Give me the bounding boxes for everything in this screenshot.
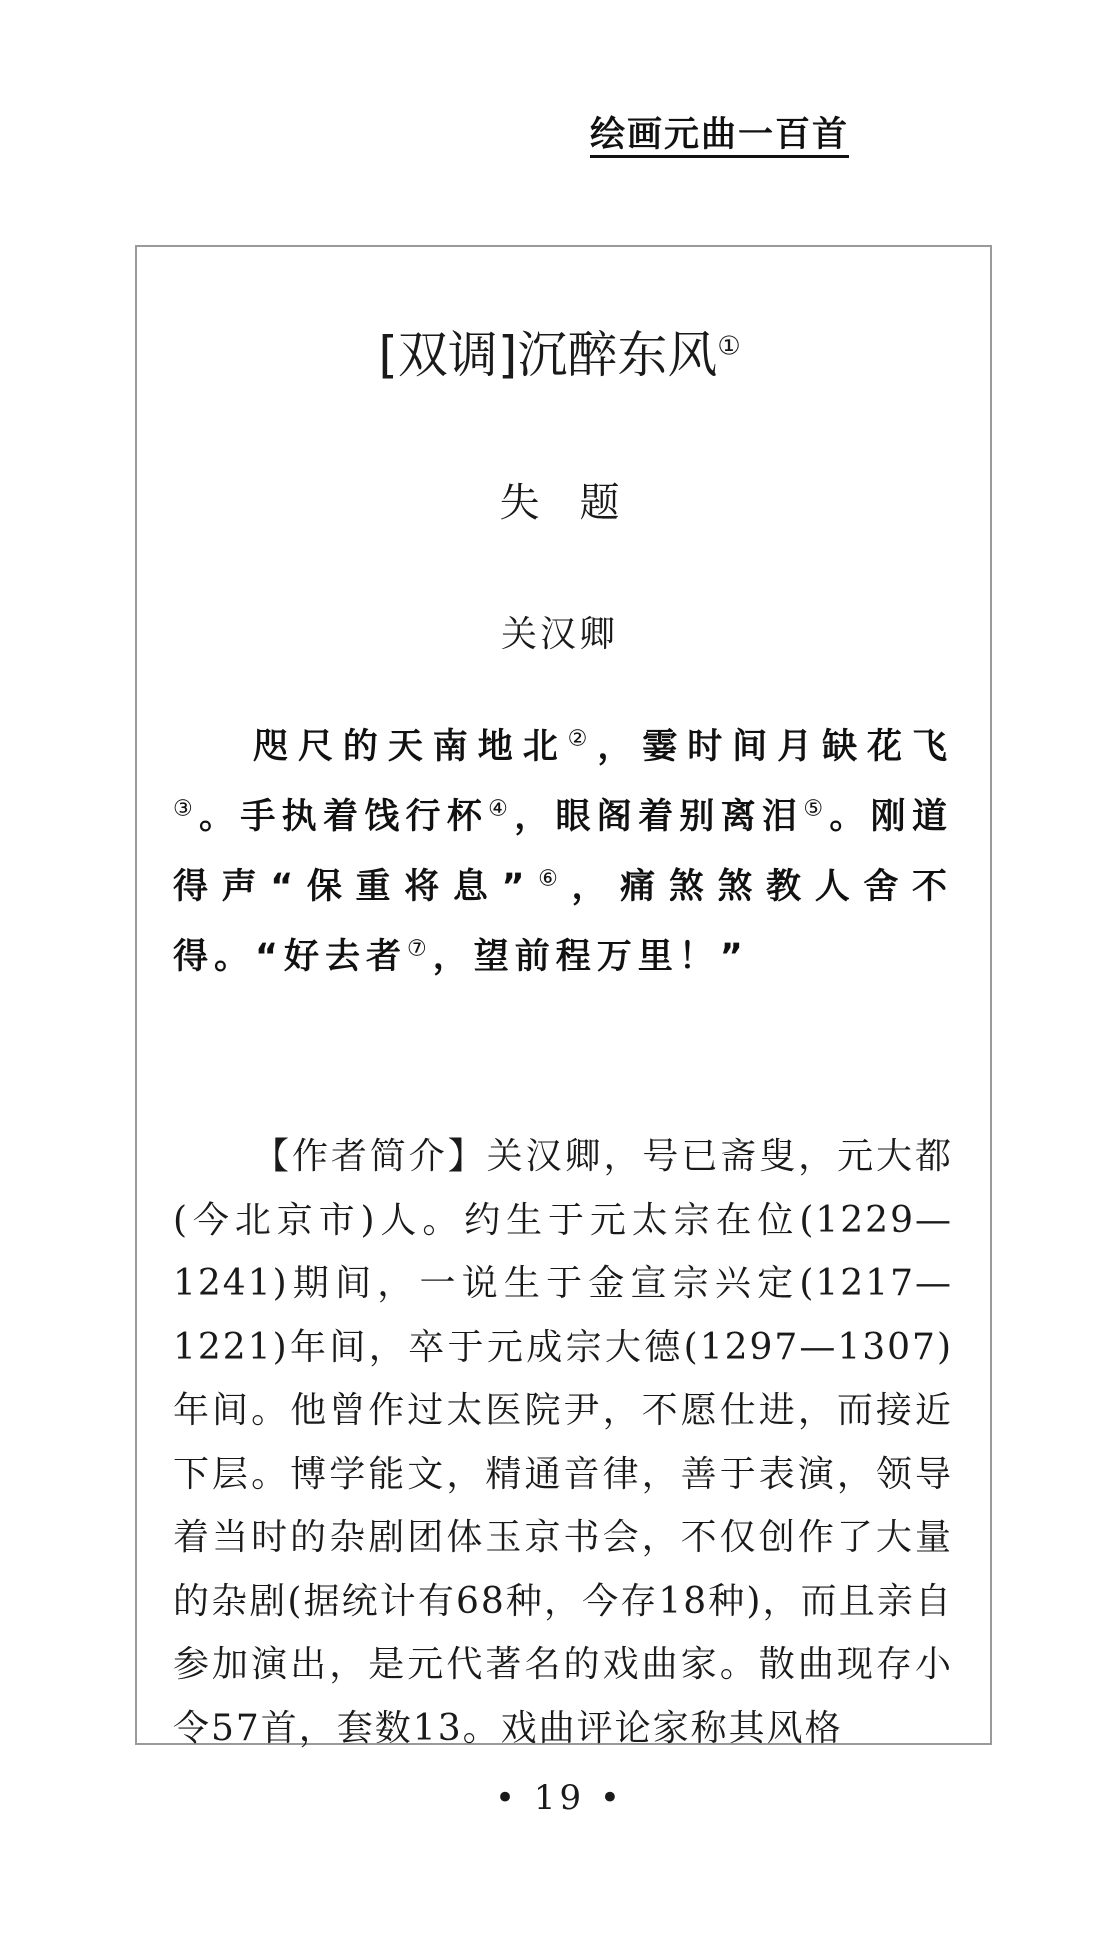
- author-name: 关汉卿: [500, 614, 618, 655]
- note-mark: ⑤: [803, 796, 830, 822]
- poem-title: 失题: [499, 480, 660, 526]
- tune-title: [0, 325, 1119, 385]
- tune-title-text: [双调]沉醉东风: [378, 326, 718, 384]
- note-mark: ④: [488, 796, 515, 822]
- poem-segment: 。刚道得声“保重将息”: [173, 797, 953, 907]
- note-mark: ⑦: [407, 936, 433, 962]
- page-number: • 19 •: [495, 1778, 624, 1818]
- running-header: 绘画元曲一百首: [590, 115, 849, 158]
- poem-segment: ，痛煞煞教人舍不得。“好去者: [173, 867, 953, 977]
- poem-segment: 。手执着饯行杯: [199, 797, 489, 837]
- poem-segment: ，眼阁着别离泪: [514, 797, 804, 837]
- poem-segment: ，霎时间月缺花飞: [597, 727, 953, 767]
- author-bio: 【作者简介】关汉卿，号已斋叟，元大都(今北京市)人。约生于元太宗在位(1229—1241)期间，一说生于金宣宗兴定(1217—1221)年间，卒于元成宗大德(1297—1307)年间。他曾作过太医院尹，不愿仕进，而接近下层。博学能文，精通音律，善于表演，领导着当时的杂剧团体玉京书会，不仅创作了大量的杂剧(据统计有68种，今存18种)，而且亲自参加演出，是元代著名的戏曲家。散曲现存小令57首，套数13。戏曲评论家称其风格: [173, 1136, 953, 1749]
- note-mark: ③: [173, 796, 200, 822]
- note-mark: ②: [567, 726, 598, 752]
- poem-segment: ，望前程万里！”: [432, 937, 749, 977]
- note-mark: ①: [717, 331, 741, 362]
- poem-text: [173, 712, 953, 992]
- poem-segment: 咫尺的天南地北: [253, 727, 568, 767]
- note-mark: ⑥: [530, 866, 572, 892]
